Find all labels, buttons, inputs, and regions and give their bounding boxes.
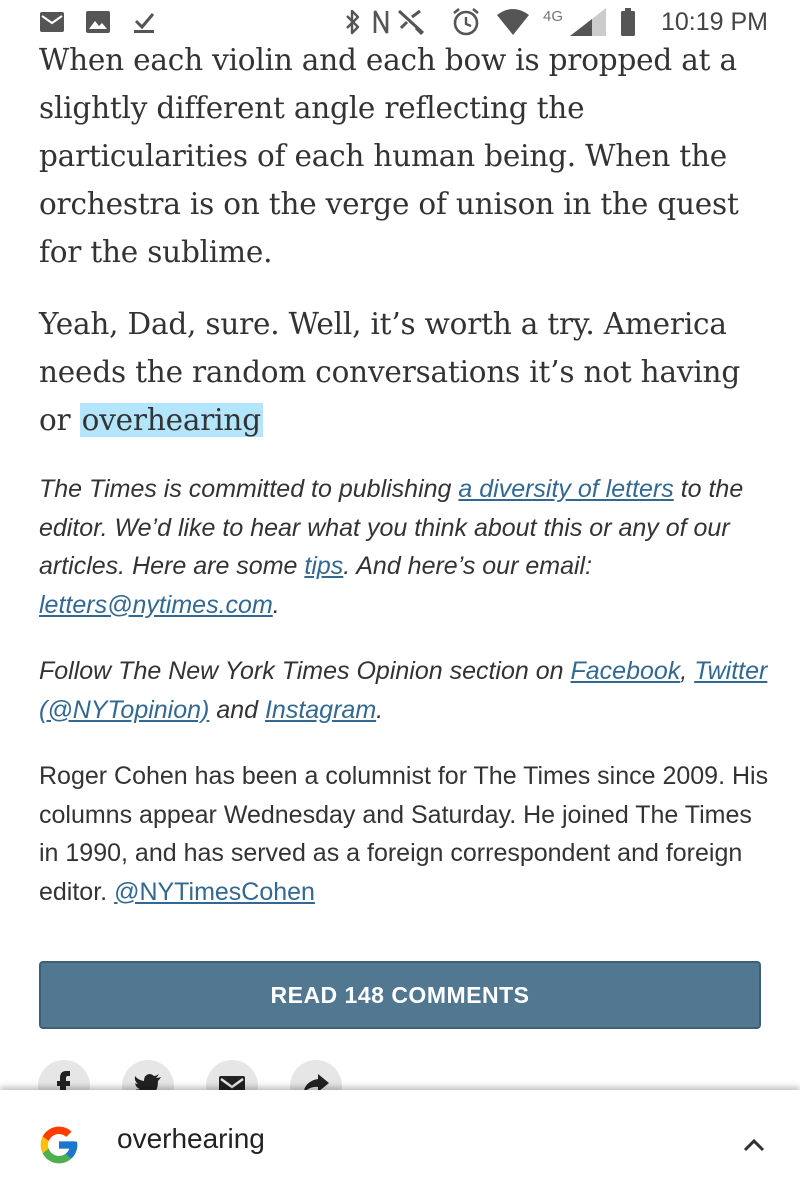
twitter-link[interactable]: Twitter (@NYTopinion) [39,657,768,724]
diversity-letters-link[interactable]: a diversity of letters [458,475,674,503]
selected-word[interactable]: overhearing [81,403,261,437]
note-text: The Times is committed to publishing [39,475,459,503]
note-text: Follow The New York Times Opinion section on [39,657,571,685]
author-twitter-link[interactable]: @NYTimesCohen [114,877,315,906]
note-text: . [272,590,280,619]
read-comments-button[interactable]: READ 148 COMMENTS [39,961,761,1029]
article-body [39,36,769,911]
tips-link[interactable]: tips [304,552,344,580]
follow-note [39,652,769,729]
note-text: and [209,695,265,724]
instagram-link[interactable]: Instagram [264,695,377,724]
chevron-up-icon[interactable] [739,1133,769,1157]
status-time: 10:19 PM [660,8,768,36]
author-bio [39,757,769,911]
bio-text: Roger Cohen has been a columnist for The Times since 2009. His columns appear Wednesday and Saturday. He joined The Times in 1990, and has served as a foreign correspondent and foreign editor. [39,762,769,906]
search-query-text[interactable]: overhearing [117,1123,265,1154]
paragraph-text: Yeah, Dad, sure. Well, it’s worth a try. America needs the random conversations it’s not having or [39,307,741,437]
network-type-label: 4G [542,7,563,25]
letters-note [39,470,769,624]
note-text: . And here’s our email: [343,552,593,580]
note-text: . [376,695,384,724]
article-paragraph: When each violin and each bow is propped at a slightly different angle reflecting the particularities of each human being. When the orchestra is on the verge of unison in the quest for the sublime. [39,43,739,269]
google-logo [37,1123,81,1167]
email-link[interactable]: letters@nytimes.com [39,590,273,619]
article-paragraph [39,300,769,444]
note-text: , [680,657,695,685]
facebook-link[interactable]: Facebook [570,657,681,685]
note-text: to the editor. We’d like to hear what you think about this or any of our articles. Here are some [39,475,744,580]
